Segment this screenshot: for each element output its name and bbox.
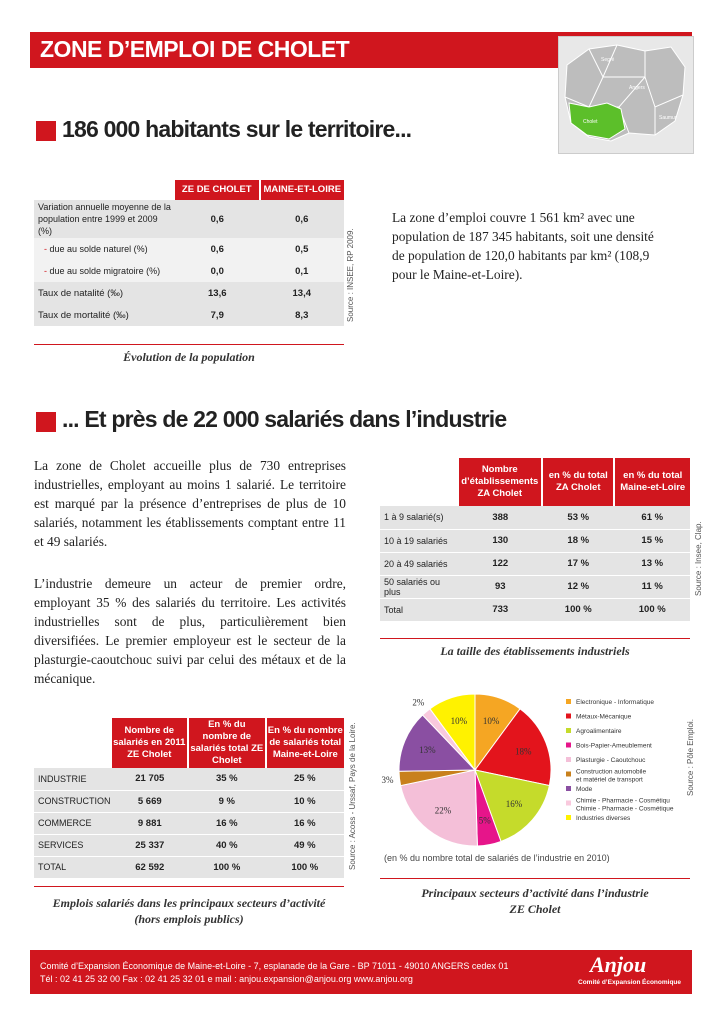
logo-sub2: Économique (642, 979, 682, 986)
pie-label-5: 3% (381, 774, 394, 785)
table-row: Variation annuelle moyenne de la population entre 1999 et 2009 (%) 0,6 0,6 (34, 200, 344, 238)
pie-note: (en % du nombre total de salariés de l’industrie en 2010) (384, 853, 610, 863)
logo-sub1: Comité d’Expansion (578, 979, 641, 986)
legend-label-7: Chimie - Pharmacie - Cosmétique (576, 805, 674, 813)
pie-label-3: 5% (478, 815, 491, 826)
population-table (34, 180, 344, 326)
region-map (558, 36, 694, 154)
map-label-segre: Segré (601, 57, 615, 63)
anjou-logo: Anjou (590, 952, 647, 977)
population-text: La zone d’emploi couvre 1 561 km² avec une population de 187 345 habitants, soit une densité de population de 120,0 habitants par km² (108,9 pour le Maine-et-Loire). (392, 210, 654, 282)
table-row: 50 salariés ou plus 93 12 % 11 % (380, 575, 690, 598)
source-note: Source : INSEE, RP 2009. (346, 228, 355, 322)
footer-bar (30, 950, 692, 994)
col-ml: MAINE-ET-LOIRE (260, 180, 344, 200)
table-row: Taux de mortalité (‰) 7,9 8,3 (34, 304, 344, 326)
legend-swatch-0 (566, 699, 571, 704)
table-row: INDUSTRIE 21 705 35 % 25 % (34, 768, 344, 790)
map-label-angers: Angers (629, 85, 645, 91)
table-row: SERVICES 25 337 40 % 49 % (34, 834, 344, 856)
legend-label-0: Electronique - Informatique (576, 699, 655, 706)
table-row: 20 à 49 salariés 122 17 % 13 % (380, 552, 690, 575)
legend-swatch-2 (566, 728, 571, 733)
pie-label-7: 2% (412, 697, 425, 708)
legend-label-1: Métaux-Mécanique (576, 713, 632, 721)
legend-label-7: Chimie - Pharmacie - Cosmétiqu (576, 797, 670, 805)
legend-label-5: Construction automobile (576, 768, 647, 776)
table-row: Total 733 100 % 100 % (380, 598, 690, 621)
section-marker (36, 412, 56, 432)
pie-caption: Principaux secteurs d’activité dans l’industrie (421, 886, 649, 900)
table-row: TOTAL 62 592 100 % 100 % (34, 856, 344, 878)
legend-label-3: Bois-Papier-Ameublement (576, 742, 652, 750)
employment-table: Nombre de salariés en 2011 ZE Cholet En % du nombre de salariés total ZE Cholet En % du nombre de salariés total Maine-et-Loire INDUSTRIE 21 705 35 % 25 % CONSTRUCTION 5 669 9 % 10 % COMMERCE 9 881 16 % 16 % SERVICES 25 337 40 % 49 % TOTAL 62 592 100 % 100 % (34, 718, 344, 878)
table-row: 10 à 19 salariés 130 18 % 15 % (380, 529, 690, 552)
pie-caption-sub: ZE Cholet (509, 902, 561, 916)
footer-contact: Tél : 02 41 25 32 00 Fax : 02 41 25 32 01 e mail : anjou.expansion@anjou.org www.anjou.org (40, 974, 413, 984)
legend-label-6: Mode (576, 786, 593, 793)
legend-swatch-6 (566, 786, 571, 791)
map-label-saumur: Saumur (659, 115, 677, 121)
pie-label-4: 22% (434, 805, 452, 816)
pie-label-8: 10% (450, 715, 468, 726)
divider (34, 344, 344, 345)
legend-swatch-8 (566, 815, 571, 820)
legend-swatch-1 (566, 714, 571, 719)
page-title: ZONE D’EMPLOI DE CHOLET (40, 36, 350, 62)
establishments-table: Nombre d’établissements ZA Cholet en % du total ZA Cholet en % du total Maine-et-Loire 1 à 9 salarié(s) 388 53 % 61 % 10 à 19 salariés 130 18 % 15 % 20 à 49 salariés 122 17 % 13 % 50 salariés ou plus 93 12 % 11 % Total 733 100 % 100 % (380, 458, 690, 621)
legend-label-8: Industries diverses (576, 815, 631, 822)
legend-swatch-4 (566, 757, 571, 762)
industry-text-2: L’industrie demeure un acteur de premier ordre, employant 35 % des salariés du territoire. Les activités industrielles sont de plus, particulièrement bien diversifiées. Le premier employeur est le secteur de la plasturgie-caoutchouc suivi par celui des métaux et de la mécanique. (34, 576, 346, 686)
source-note: Source : Pôle Emploi. (686, 719, 695, 796)
legend-label-5: et matériel de transport (576, 776, 643, 784)
legend-label-4: Plasturgie - Caoutchouc (576, 757, 646, 764)
legend-swatch-5 (566, 772, 571, 777)
industry-pie-chart (370, 684, 700, 856)
footer-address: Comité d’Expansion Économique de Maine-et-Loire - 7, esplanade de la Gare - BP 71011 - 49010 ANGERS cedex 01 (40, 961, 509, 971)
pie-label-1: 18% (515, 746, 532, 757)
legend-swatch-3 (566, 743, 571, 748)
industry-text-1: La zone de Cholet accueille plus de 730 entreprises industrielles, employant au moins 1 salarié. Le territoire est marqué par la présence d’entreprises de plus de 10 salariés, notamment les établissements comptant entre 11 et 49 salariés. (34, 458, 346, 549)
map-label-cholet: Cholet (583, 119, 598, 125)
pie-label-2: 16% (505, 798, 523, 809)
map-svg (559, 37, 693, 153)
legend-swatch-7 (566, 801, 571, 806)
table-row: CONSTRUCTION 5 669 9 % 10 % (34, 790, 344, 812)
table-caption: Emplois salariés dans les principaux secteurs d’activité (52, 896, 326, 910)
table-row: Taux de natalité (‰) 13,6 13,4 (34, 282, 344, 304)
divider (34, 886, 344, 887)
pie-label-6: 13% (419, 745, 436, 756)
source-note: Source : Insee, Clap. (694, 521, 703, 596)
divider (380, 638, 690, 639)
legend-label-2: Agroalimentaire (576, 728, 622, 735)
table-row: 1 à 9 salarié(s) 388 53 % 61 % (380, 506, 690, 529)
pie-label-0: 10% (482, 715, 500, 726)
table-row: - due au solde naturel (%) 0,6 0,5 (34, 238, 344, 260)
section-marker (36, 121, 56, 141)
section1-title: 186 000 habitants sur le territoire... (62, 116, 412, 142)
table-caption-sub: (hors emplois publics) (134, 912, 244, 926)
divider (380, 878, 690, 879)
table-caption: La taille des établissements industriels (440, 644, 630, 658)
table-row: - due au solde migratoire (%) 0,0 0,1 (34, 260, 344, 282)
table-row: COMMERCE 9 881 16 % 16 % (34, 812, 344, 834)
source-note: Source : Acoss - Urssaf, Pays de la Loire. (348, 722, 357, 870)
col-ze: ZE DE CHOLET (175, 180, 260, 200)
table-caption: Évolution de la population (123, 350, 255, 364)
section2-title: ... Et près de 22 000 salariés dans l’industrie (62, 406, 507, 432)
